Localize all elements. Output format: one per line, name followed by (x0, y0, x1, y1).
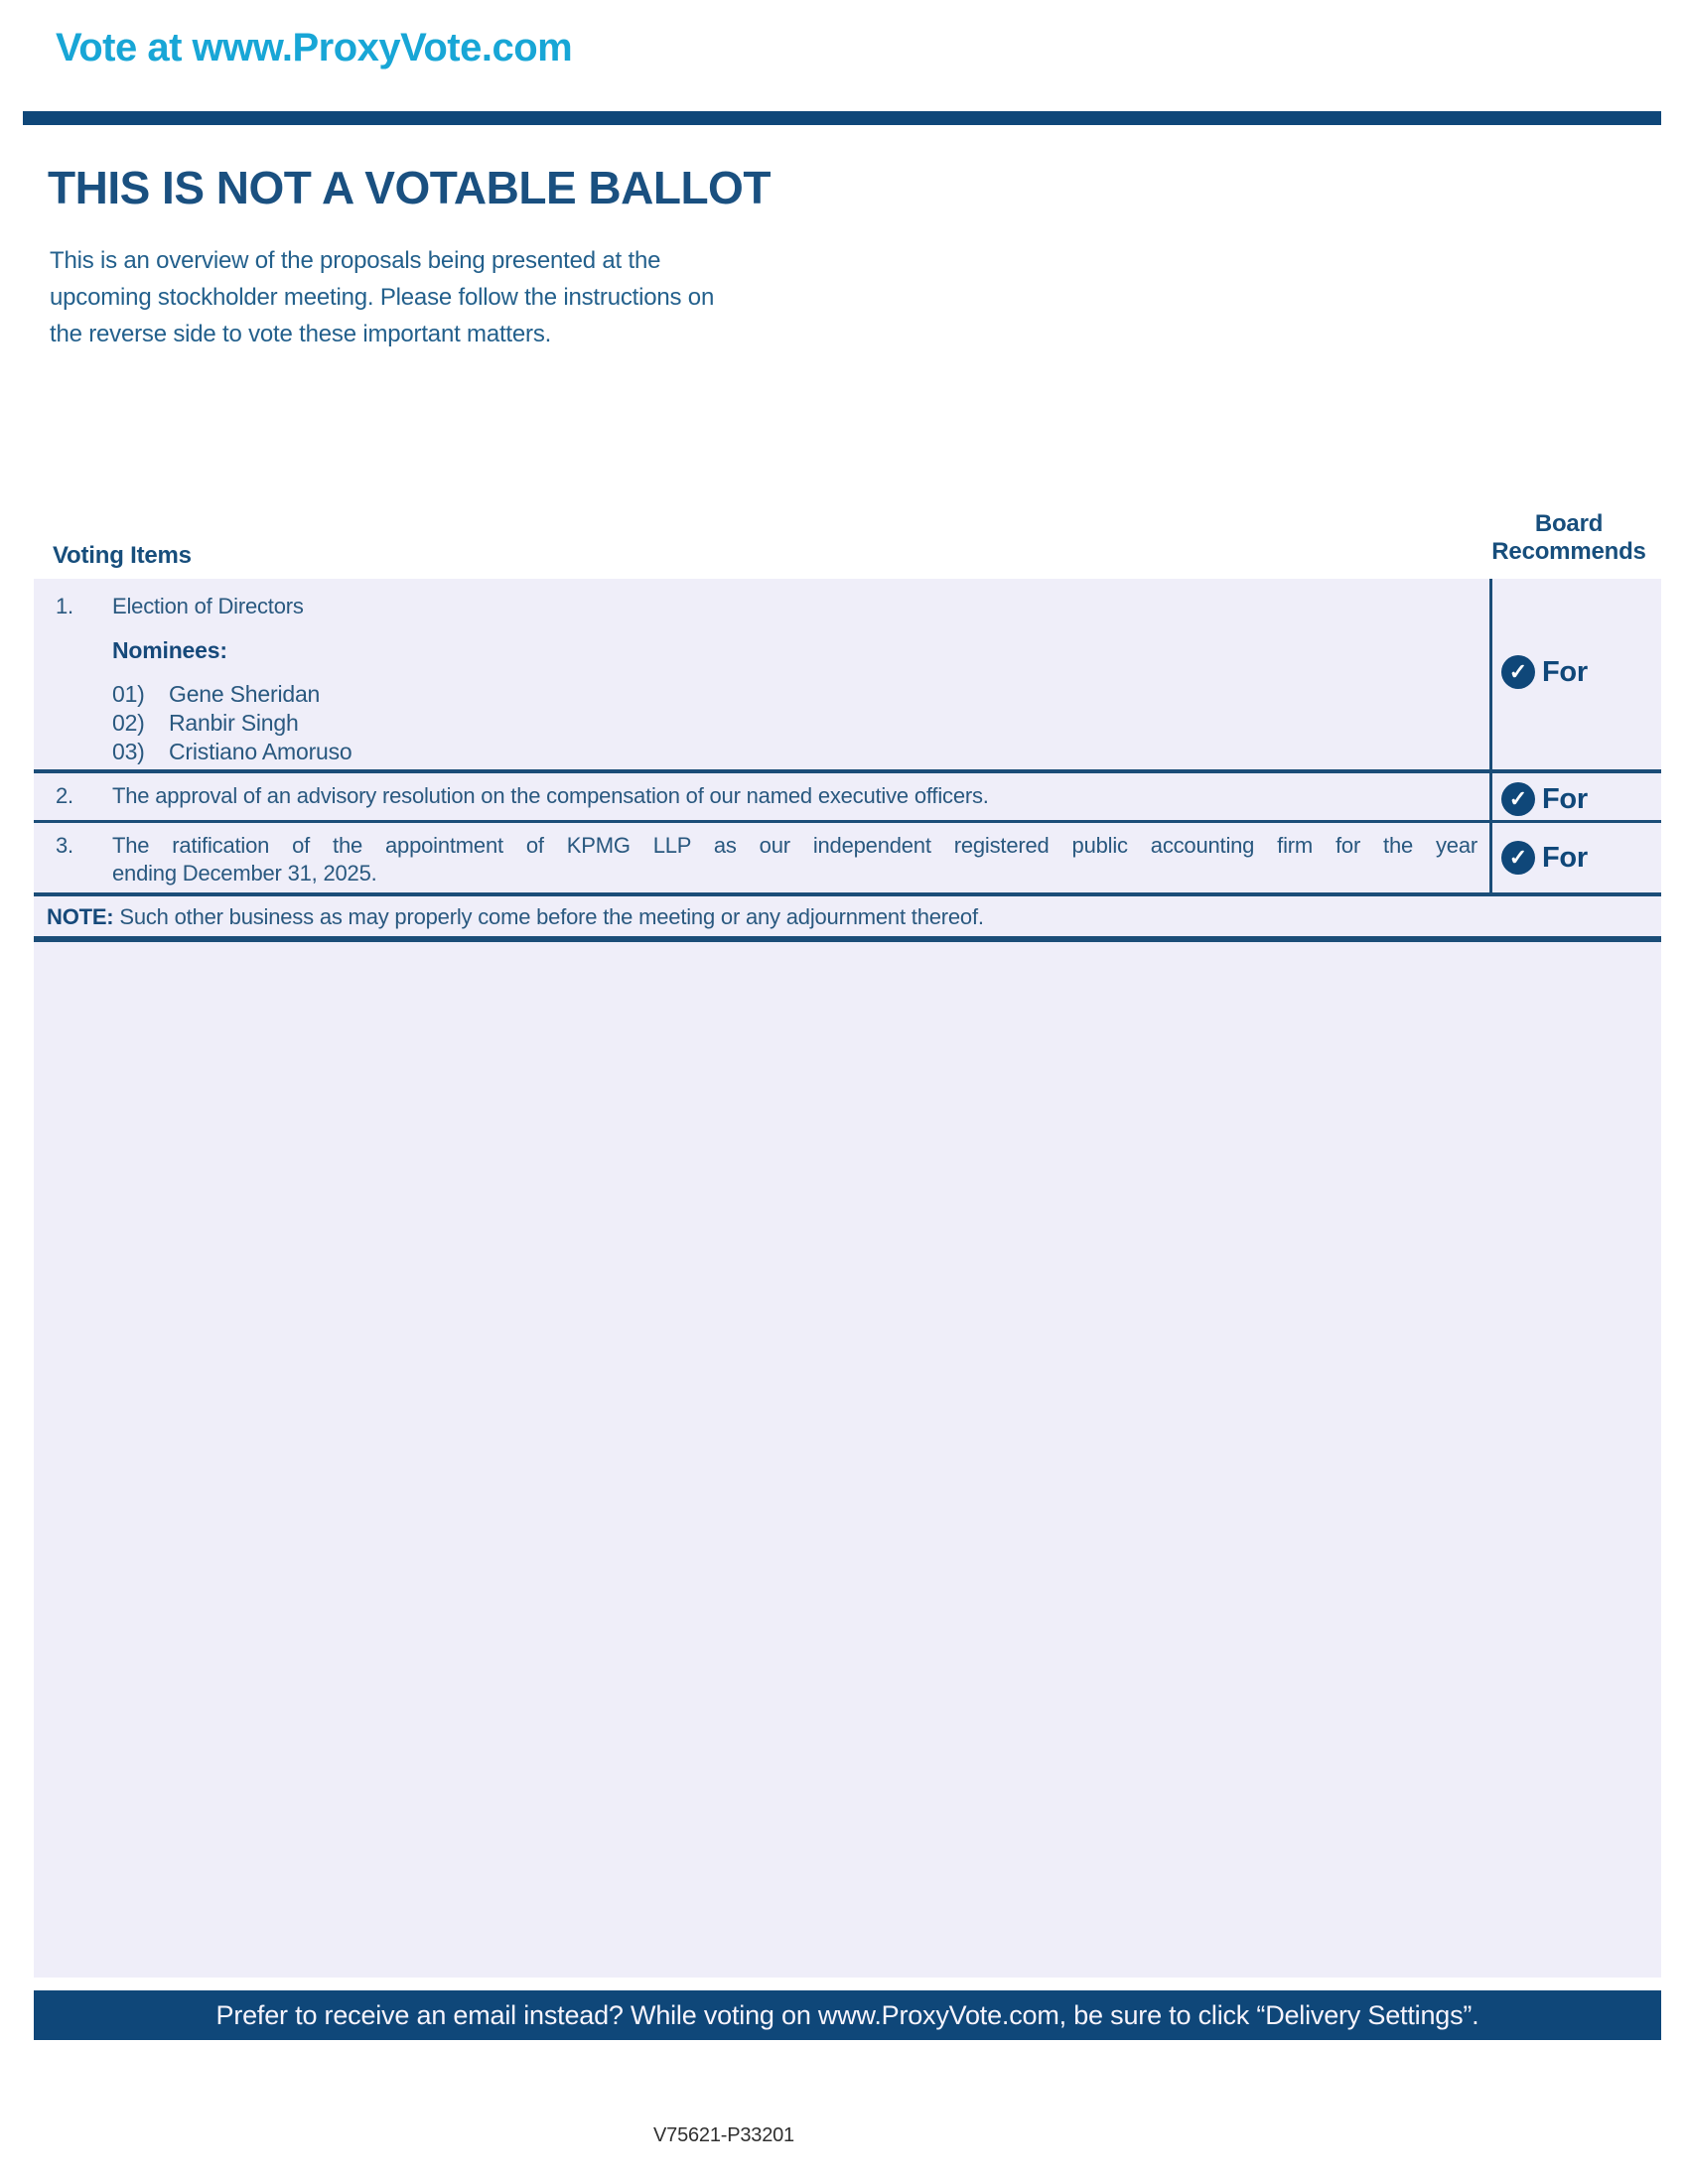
item-3-text-line1: The ratification of the appointment of KPMG LLP as our independent registered public accounting firm for the year (112, 833, 1477, 858)
nominee-number: 03) (112, 739, 145, 764)
nominee-name: Cristiano Amoruso (169, 739, 352, 764)
page-title: THIS IS NOT A VOTABLE BALLOT (48, 162, 771, 213)
row-separator (34, 820, 1661, 823)
item-1-title: Election of Directors (112, 594, 304, 618)
nominees-label: Nominees: (112, 637, 227, 663)
nominee-row (112, 680, 352, 709)
nominee-list (112, 680, 352, 766)
table-bottom-border (34, 936, 1661, 942)
document-code: V75621-P33201 (653, 2124, 794, 2146)
email-preference-banner: Prefer to receive an email instead? While voting on www.ProxyVote.com, be sure to click “Delivery Settings”. (34, 1990, 1661, 2040)
recommendation-label: For (1542, 655, 1588, 688)
recommendation-label: For (1542, 782, 1588, 815)
vote-url-heading: Vote at www.ProxyVote.com (56, 26, 573, 69)
item-2-number: 2. (56, 783, 73, 808)
note-row (47, 903, 1635, 931)
note-label: NOTE: (47, 904, 120, 929)
intro-line: the reverse side to vote these important matters. (50, 321, 552, 347)
intro-line: upcoming stockholder meeting. Please follow the instructions on (50, 284, 715, 311)
intro-line: This is an overview of the proposals being presented at the (50, 247, 661, 274)
check-circle-icon: ✓ (1501, 782, 1535, 816)
check-circle-icon: ✓ (1501, 841, 1535, 875)
item-3-text (112, 832, 1477, 887)
intro-paragraph (50, 242, 714, 352)
voting-items-table (34, 579, 1661, 1978)
item-1-number: 1. (56, 594, 73, 618)
recommendation-badge-2 (1501, 782, 1588, 816)
item-2-text: The approval of an advisory resolution on the compensation of our named executive officers. (112, 783, 989, 808)
nominee-number: 01) (112, 681, 145, 707)
column-divider (1489, 579, 1492, 893)
recommendation-label: For (1542, 841, 1588, 874)
nominee-number: 02) (112, 710, 145, 736)
header-rule (23, 111, 1661, 125)
row-separator (34, 892, 1661, 896)
item-3-number: 3. (56, 833, 73, 858)
nominee-name: Gene Sheridan (169, 681, 321, 707)
note-text: Such other business as may properly come before the meeting or any adjournment thereof. (119, 904, 984, 929)
board-recommends-label: Board Recommends (1491, 510, 1646, 565)
row-separator (34, 769, 1661, 773)
recommendation-badge-1 (1501, 655, 1588, 689)
check-circle-icon: ✓ (1501, 655, 1535, 689)
nominee-row (112, 709, 352, 738)
voting-items-label: Voting Items (53, 542, 192, 569)
item-3-text-line2: ending December 31, 2025. (112, 861, 377, 886)
recommendation-badge-3 (1501, 841, 1588, 875)
nominee-name: Ranbir Singh (169, 710, 299, 736)
nominee-row (112, 738, 352, 766)
